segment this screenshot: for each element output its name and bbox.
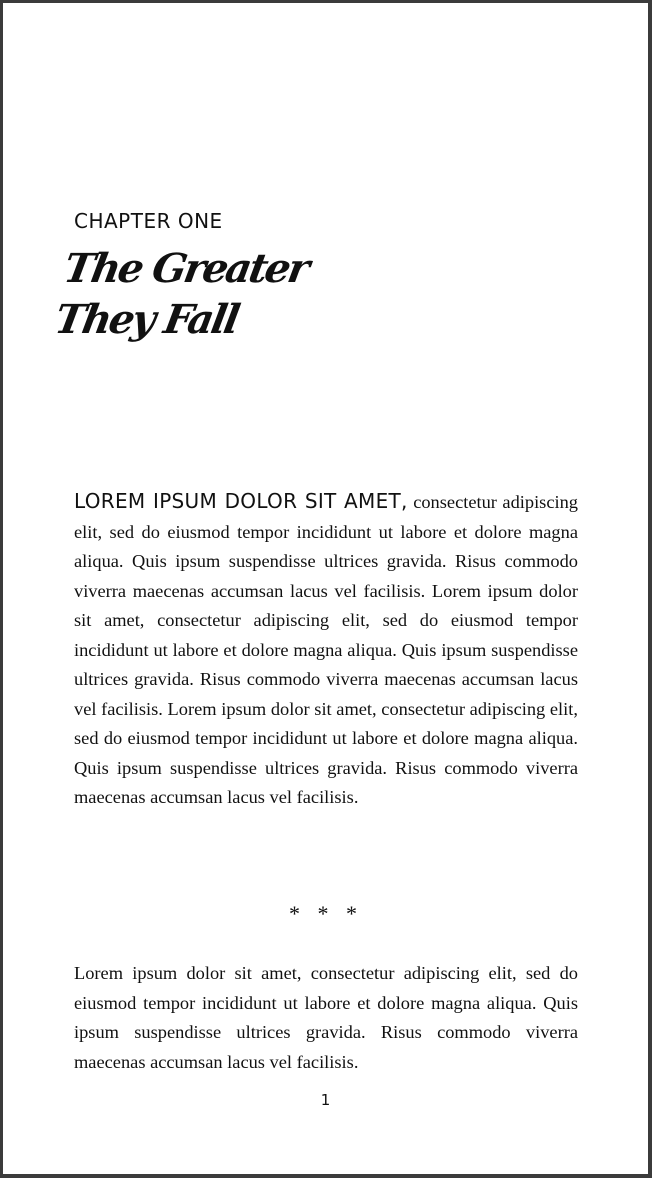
first-paragraph-text: consectetur adipiscing elit, sed do eiusmod tempor incididunt ut labore et dolore magna aliqua. Quis ipsum suspendisse ultrices gravida. Risus commodo viverra maecenas accumsan lacus vel facilisis. Lorem ipsum dolor sit amet, consectetur adipiscing elit, sed do eiusmod tempor incididunt ut labore et dolore magna aliqua. Quis ipsum suspendisse ultrices gravida. Risus commodo viverra maecenas accumsan lacus vel facilisis. Lorem ipsum dolor sit amet, consectetur adipiscing elit, sed do eiusmod tempor incididunt ut labore et dolore magna aliqua. Quis ipsum suspendisse ultrices gravida. Risus commodo viverra maecenas accumsan lacus vel facilisis. <box>74 492 578 807</box>
book-page <box>3 3 648 1174</box>
chapter-title-line-2: They Fall <box>51 296 242 343</box>
paragraph-lead-in: LOREM IPSUM DOLOR SIT AMET, <box>74 489 408 513</box>
chapter-title-line-1: The Greater <box>60 245 311 292</box>
scene-break: * * * <box>289 901 363 926</box>
chapter-label: CHAPTER ONE <box>74 209 223 233</box>
first-paragraph <box>74 487 578 813</box>
second-paragraph: Lorem ipsum dolor sit amet, consectetur adipiscing elit, sed do eiusmod tempor incididunt ut labore et dolore magna aliqua. Quis ipsum suspendisse ultrices gravida. Risus commodo viverra maecenas accumsan lacus vel facilisis. <box>74 963 578 1072</box>
page-number: 1 <box>320 1091 331 1109</box>
chapter-title <box>51 243 389 345</box>
